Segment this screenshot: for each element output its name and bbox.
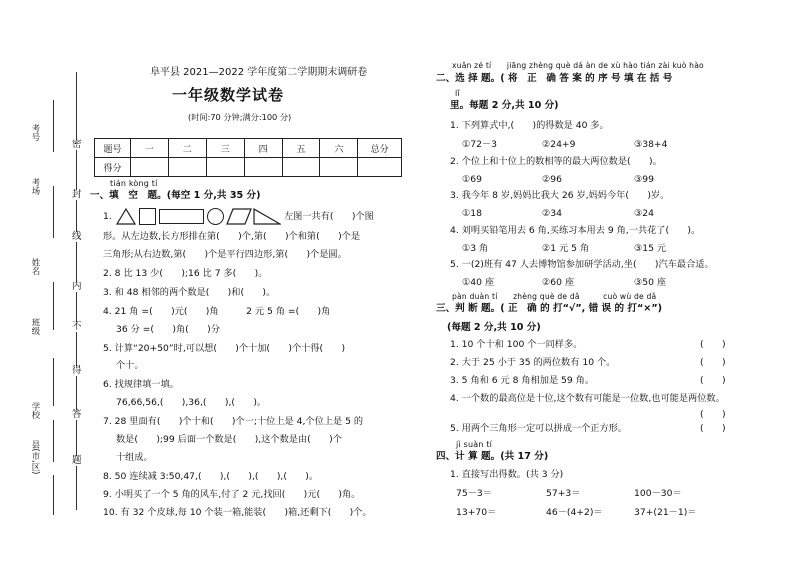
page-title: 一年级数学试卷 — [172, 86, 285, 104]
gutter-underline — [53, 100, 54, 152]
score-input-cell[interactable] — [358, 158, 402, 177]
q2-text: 2. 8 比 13 少( );16 比 7 多( )。 — [103, 268, 268, 279]
q1-number: 1. — [103, 211, 112, 222]
section2-title2: 里。每题 2 分,共 10 分) — [450, 100, 559, 111]
q4-text: 4. 21 角 =( )元( )角 2 元 5 角 =( )角 — [103, 306, 331, 317]
seal-char: 题 — [72, 455, 82, 466]
section3-title: 三、判 断 题。( 正 确 的 打“√”, 错 误 的 打“×”) — [436, 303, 663, 314]
q3-text: 3. 和 48 相邻的两个数是( )和( )。 — [103, 287, 276, 298]
score-input-cell[interactable] — [130, 158, 168, 177]
q7-text: 十组成。 — [116, 452, 153, 463]
mc-option[interactable]: ②96 — [542, 174, 562, 185]
mc-question: 2. 个位上和十位上的数相等的最大两位数是( )。 — [450, 156, 662, 167]
gutter-underline — [53, 358, 54, 406]
score-input-cell[interactable] — [320, 158, 358, 177]
name-label: 姓名 — [31, 258, 41, 275]
seal-char: 不 — [72, 321, 82, 332]
right-triangle-shape — [253, 208, 281, 225]
mc-option[interactable]: ①3 角 — [462, 243, 489, 254]
mc-question: 5. 一(2)班有 47 人去博物馆参加研学活动,坐( )汽车最合适。 — [450, 259, 714, 270]
calc-item[interactable]: 100－30＝ — [634, 488, 682, 499]
tf-answer-box[interactable]: ( ) — [700, 423, 726, 434]
tf-answer-box[interactable]: ( ) — [700, 339, 726, 350]
section2-title: 二、选 择 题。( 将 正 确 答 案 的 序 号 填 在 括 号 — [436, 73, 673, 84]
score-table-cell: 总分 — [358, 139, 402, 158]
score-input-cell[interactable] — [244, 158, 282, 177]
tf-item: 2. 大于 25 小于 35 的两位数有 10 个。 — [450, 357, 616, 368]
tf-item: 5. 用两个三角形一定可以拼成一个正方形。 — [450, 423, 628, 434]
mc-question: 4. 刘明买铅笔用去 6 角,买练习本用去 9 角,一共花了( )。 — [450, 225, 701, 236]
square-shape — [139, 208, 156, 225]
calc-item[interactable]: 57+3＝ — [546, 488, 581, 499]
score-table-score-row — [95, 158, 402, 177]
q7-text: 数是( );99 后面一个数是( ),这个数是由( )个 — [116, 434, 342, 445]
school-label: 学校 — [31, 402, 41, 419]
exam-room-label: 考场 — [31, 178, 41, 195]
tf-answer-box[interactable]: ( ) — [700, 409, 726, 420]
q9-text: 9. 小明买了一个 5 角的风车,付了 2 元,找回( )元( )角。 — [103, 489, 361, 500]
mc-option[interactable]: ③38+4 — [634, 139, 668, 150]
seal-char: 内 — [72, 281, 82, 292]
seal-char: 封 — [72, 189, 82, 200]
mc-option[interactable]: ①69 — [462, 174, 482, 185]
section4-title: 四、计 算 题。(共 17 分) — [436, 451, 549, 462]
triangle-shape — [116, 208, 136, 225]
q6-text: 6. 找规律填一填。 — [103, 379, 179, 390]
section1-title: 一、填 空 题。(每空 1 分,共 35 分) — [90, 190, 261, 201]
mc-option[interactable]: ③15 元 — [634, 243, 667, 254]
tf-item: 1. 10 个十和 100 个一同样多。 — [450, 339, 583, 350]
mc-option[interactable]: ①18 — [462, 208, 482, 219]
calc-item[interactable]: 75－3＝ — [456, 488, 492, 499]
class-label: 班级 — [31, 318, 41, 335]
q4-text: 36 分 =( )角( )分 — [116, 324, 220, 335]
q6-sequence: 76,66,56,( ),36,( ),( )。 — [116, 397, 267, 408]
mc-option[interactable]: ③50 座 — [634, 277, 667, 288]
seal-char: 得 — [72, 365, 82, 376]
score-table-cell: 三 — [206, 139, 244, 158]
score-input-cell[interactable] — [282, 158, 320, 177]
score-table — [94, 138, 402, 177]
gutter-underline — [53, 420, 54, 462]
score-input-cell[interactable] — [206, 158, 244, 177]
mc-option[interactable]: ②1 元 5 角 — [542, 243, 590, 254]
gutter-underline — [53, 475, 54, 515]
score-input-cell[interactable] — [168, 158, 206, 177]
section3-pinyin: pàn duàn tí zhèng què de dǎ cuò wù de dǎ — [452, 292, 657, 301]
calc-item[interactable]: 13+70＝ — [456, 507, 497, 518]
q10-text: 10. 有 32 个皮球,每 10 个装一箱,能装( )箱,还剩下( )个。 — [103, 507, 372, 518]
gutter-underline — [53, 186, 54, 238]
tf-item: 4. 一个数的最高位是十位,这个数有可能是一位数,也可能是两位数。 — [450, 393, 725, 404]
calc-item[interactable]: 37+(21－1)＝ — [634, 507, 697, 518]
section4-pinyin: jì suàn tí — [456, 440, 493, 449]
section2-pinyin: xuǎn zé tí jiāng zhèng què dá àn de xù hào tián zài kuò hào — [452, 61, 704, 70]
q1-text: 左图一共有( )个图 — [284, 211, 374, 222]
calc-item[interactable]: 46－(4+2)＝ — [546, 507, 603, 518]
score-table-cell: 题号 — [95, 139, 131, 158]
mc-option[interactable]: ①40 座 — [462, 277, 495, 288]
tf-answer-box[interactable]: ( ) — [700, 357, 726, 368]
mc-question: 1. 下列算式中,( )的得数是 40 多。 — [450, 120, 609, 131]
tf-item: 3. 5 角和 6 元 8 角相加是 59 角。 — [450, 375, 595, 386]
q5-text: 个十。 — [116, 360, 144, 371]
parallelogram-shape — [226, 208, 252, 225]
score-table-cell: 四 — [244, 139, 282, 158]
circle-shape — [207, 208, 224, 225]
county-title: 阜平县 2021—2022 学年度第二学期期末调研卷 — [150, 67, 368, 78]
mc-option[interactable]: ③24 — [634, 208, 654, 219]
section3-subtitle: (每题 2 分,共 10 分) — [447, 322, 541, 333]
mc-option[interactable]: ②60 座 — [542, 277, 575, 288]
score-table-header-row — [95, 139, 402, 158]
q5-text: 5. 计算“20+50”时,可以想( )个十加( )个十得( ) — [103, 343, 346, 354]
gutter-underline — [53, 282, 54, 330]
q1-text: 三角形;从右边数,第( )个是平行四边形,第( )个是圆。 — [103, 249, 347, 260]
score-table-cell: 一 — [130, 139, 168, 158]
mc-option[interactable]: ②34 — [542, 208, 562, 219]
time-score-note: (时间:70 分钟;满分:100 分) — [188, 112, 292, 122]
mc-option[interactable]: ②24+9 — [542, 139, 576, 150]
q8-text: 8. 50 连续减 3:50,47,( ),( ),( ),( )。 — [103, 471, 319, 482]
seal-char: 线 — [72, 231, 82, 242]
mc-option[interactable]: ①72－3 — [462, 139, 497, 150]
seal-char: 答 — [72, 409, 82, 420]
exam-number-label: 考号 — [31, 124, 41, 141]
mc-option[interactable]: ③99 — [634, 174, 654, 185]
score-table-cell: 六 — [320, 139, 358, 158]
section1-pinyin: tián kòng tí — [110, 179, 158, 188]
mc-question: 3. 我今年 8 岁,妈妈比我大 26 岁,妈妈今年( )岁。 — [450, 190, 670, 201]
county-label: 县(市,区) — [31, 440, 41, 475]
rectangle-shape — [159, 209, 204, 224]
section2-pinyin2: lǐ — [455, 89, 460, 98]
seal-char: 密 — [72, 139, 82, 150]
score-table-cell: 五 — [282, 139, 320, 158]
q7-text: 7. 28 里面有( )个十和( )个一;十位上是 4,个位上是 5 的 — [103, 416, 364, 427]
q1-text: 形。从左边数,长方形排在第( )个,第( )个和第( )个是 — [103, 231, 361, 242]
score-table-cell: 得分 — [95, 158, 131, 177]
tf-answer-box[interactable]: ( ) — [700, 375, 726, 386]
section4-sub1: 1. 直接写出得数。(共 3 分) — [450, 469, 564, 480]
score-table-cell: 二 — [168, 139, 206, 158]
